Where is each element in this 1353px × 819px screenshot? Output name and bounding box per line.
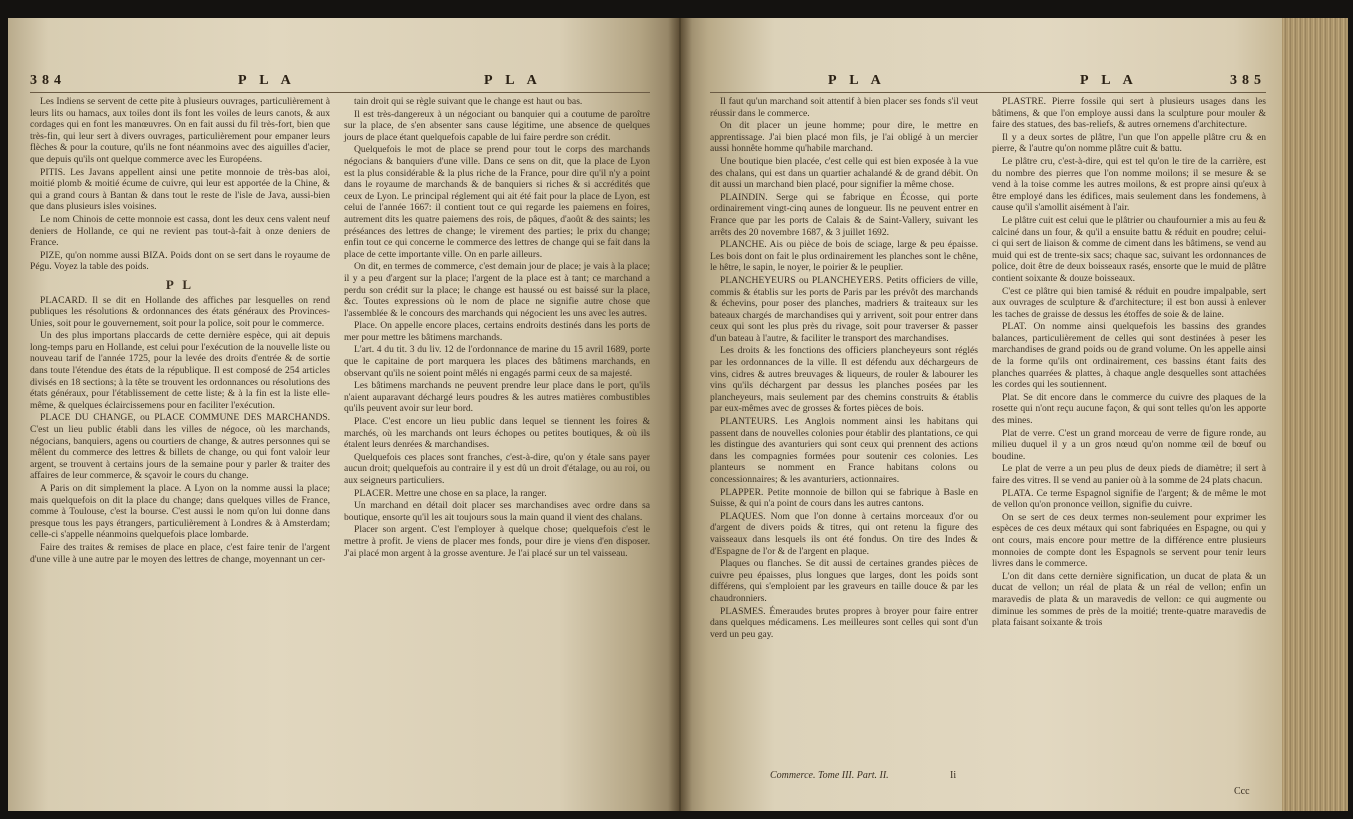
- paragraph: PLAQUES. Nom que l'on donne à certains morceaux d'or ou d'argent de divers poids & titres, qui ont retenu la figure des vaisseaux dans lesquels ils ont été fondus. On tire des Indes & d'Espagne de l'or & de l'argent en plaque.: [710, 510, 978, 557]
- right-header-title-2: P L A: [1080, 73, 1138, 88]
- paragraph: L'on dit dans cette dernière signification, un ducat de plata & un ducat de vellon; un réal de plata & un réal de vellon; enfin un maravedis de plata & un maravedis de vellon: ce qui augmente ou diminue les sommes de près de la moitié; trente-quatre maravedis de plata faisant soixante & trois: [992, 570, 1266, 629]
- paragraph: Place. C'est encore un lieu public dans lequel se tiennent les foires & marchés, où les marchands ont leurs échopes ou petites boutiques, & où ils étalent leurs denrées & marchandises.: [344, 416, 650, 451]
- paragraph: On se sert de ces deux termes non-seulement pour exprimer les espèces de ces deux métaux qui sont fabriquées en Espagne, ou qui y ont cours, mais encore pour mettre de la différence entre plusieurs monnoies de compte dont les Espagnols se servent pour tenir leurs livres dans le commerce.: [992, 511, 1266, 570]
- paragraph: PLASMES. Émeraudes brutes propres à broyer pour faire entrer dans quelques médicamens. Les meilleures sont celles qui sont d'un verd un peu gay.: [710, 605, 978, 640]
- paragraph: PLAPPER. Petite monnoie de billon qui se fabrique à Basle en Suisse, & qui n'a point de cours dans les autres cantons.: [710, 486, 978, 510]
- signature-footer: Commerce. Tome III. Part. II.: [770, 770, 889, 781]
- book-gutter: [668, 18, 692, 811]
- paragraph: Plat de verre. C'est un grand morceau de verre de figure ronde, au milieu duquel il y a un gros nœud qu'on nomme œil de bœuf ou boudine.: [992, 427, 1266, 462]
- right-column-2: [992, 96, 1266, 786]
- paragraph: PLANCHE. Ais ou pièce de bois de sciage, large & peu épaisse. Les bois dont on fait le plus ordinairement les planches sont le chêne, le hêtre, le sapin, le noyer, le poirier & le peuplier.: [710, 239, 978, 274]
- right-page-number: 385: [1230, 73, 1266, 88]
- right-header-title-1: P L A: [828, 73, 886, 88]
- paragraph: PLACER. Mettre une chose en sa place, la ranger.: [354, 487, 547, 499]
- left-column-1: [30, 96, 330, 776]
- paragraph: Une boutique bien placée, c'est celle qui est bien exposée à la vue des chalans, qui est dans un quartier achalandé & de grand débit. On dit aussi un marchand bien placé, pour signifier la même chose.: [710, 155, 978, 191]
- paragraph: Les Indiens se servent de cette pite à plusieurs ouvrages, particulièrement à leurs lits ou hamacs, aux toiles dont ils font les voiles de leurs canots, & aux cordages qui en font les manœuvres. On en fait aussi du fil très-fort, bien que très-fin, qui leur sert à divers ouvrages, particulièrement pour empaner leurs flèches & pour la couture, qu'ils ne font néanmoins avec des aiguilles d'acier, que depuis qu'ils ont quelque commerce avec les Européens.: [30, 96, 330, 165]
- paragraph: Il est très-dangereux à un négociant ou banquier qui a coutume de paroître sur la place, de s'en absenter sans cause légitime, une absence de quelques jours de place étant quelquefois capable de lui faire perdre son crédit.: [344, 108, 650, 143]
- catchword: Ccc: [1234, 786, 1250, 797]
- paragraph: Le plâtre cuit est celui que le plâtrier ou chaufournier a mis au feu & calciné dans un four, & qu'il a ensuite battu & réduit en poudre; celui-ci qui sert de liaison & comme de ciment dans les bâtimens, se vend au muid qui est de trente-six sacs; chaque sac, suivant les ordonnances de police, doit être de deux boisseaux rasés, ensorte que le muid de plâtre contient soixante & douze boisseaux.: [992, 214, 1266, 284]
- paragraph: Il y a deux sortes de plâtre, l'un que l'on appelle plâtre cru & en pierre, & l'autre qu'on nomme plâtre cuit & battu.: [992, 131, 1266, 155]
- paragraph: PLANCHEYEURS ou PLANCHEYERS. Petits officiers de ville, commis & établis sur les ports de Paris par les prévôt des marchands & échevins, pour poser des planches, madriers & traiteaux sur les bateaux chargés de marchandises qui y arrivent, soit pour entrer dans ceux qui sont les plus près du rivage, soit pour traverser & passer d'un bateau à l'autre, & faciliter le transport des marchandises.: [710, 274, 978, 344]
- paragraph: Placer son argent. C'est l'employer à quelque chose; quelquefois c'est le mettre à profit. Je viens de placer mes fonds, pour dire je viens d'en disposer. J'ai placé mon argent à la grosse aventure. Je l'ai placé sur un tel vaisseau.: [344, 524, 650, 559]
- paragraph: Quelquefois le mot de place se prend pour tout le corps des marchands négocians & banquiers d'une ville. Dans ce sens on dit, que la place de Lyon est la plus considérable & la plus riche de la France, pour dire qu'il n'y a point dans le royaume de marchands & de banquiers si riches & si accrédités que ceux de Lyon. Le principal réglement qui ait été fait pour la place de Lyon, est celui de l'année 1667: il contient tout ce qui regarde les paiemens en foires, autrement dits les quatre paiemens des rois, de pâques, d'août & des saints; les préséances des lettres de change; le virement des parties; le prix du change; enfin tout ce qui concerne le commerce des lettres de change qui se fait dans la place de cette importante ville. On en parle ailleurs.: [344, 144, 650, 260]
- left-page-number: 384: [30, 73, 66, 88]
- paragraph: Place. On appelle encore places, certains endroits destinés dans les ports de mer pour mettre les bâtimens marchands.: [344, 320, 650, 343]
- paragraph: PLAINDIN. Serge qui se fabrique en Écosse, qui porte ordinairement vingt-cinq aunes de longueur. Ils ne peuvent entrer en France que par les ports de Calais & de Saint-Vallery, suivant les arrêts des 20 novembre 1687, & 3 juillet 1692.: [710, 191, 978, 238]
- paragraph: Les droits & les fonctions des officiers plancheyeurs sont réglés par les ordonnances de la ville. Il est défendu aux déchargeurs de vins, cidres & autres breuvages & liqueurs, de rouler & labourer les vins qu'ils déchargent par dessus les planches posées par les plancheyeurs, mais seulement par des chemins construits & établis par eux-mêmes avec de grosses & fortes pièces de bois.: [710, 345, 978, 415]
- paragraph: PLASTRE. Pierre fossile qui sert à plusieurs usages dans les bâtimens, & que l'on employe aussi dans la sculpture pour mouler & faire des statues, des bas-reliefs, & autres ornemens d'architecture.: [992, 96, 1266, 131]
- paragraph: Un marchand en détail doit placer ses marchandises avec ordre dans sa boutique, ensorte qu'il les ait toujours sous la main quand il vient des chalans.: [344, 500, 650, 523]
- paragraph: PLACARD. Il se dit en Hollande des affiches par lesquelles on rend publiques les résolutions & ordonnances des états généraux des Provinces-Unies, soit pour le gouvernement, soit pour la police, soit pour le commerce.: [30, 294, 330, 329]
- left-header-title-1: P L A: [238, 73, 296, 88]
- paragraph: Plat. Se dit encore dans le commerce du cuivre des plaques de la rosette qui n'ont reçu aucune façon, & qui sont telles qu'on les apporte des mines.: [992, 391, 1266, 427]
- left-page: [8, 18, 680, 811]
- paragraph: PLATA. Ce terme Espagnol signifie de l'argent; & de même le mot de vellon qu'on prononce veillon, signifie du cuivre.: [992, 487, 1266, 511]
- left-column-2: [344, 96, 650, 776]
- paragraph: PLACE DU CHANGE, ou PLACE COMMUNE DES MARCHANDS. C'est un lieu public établi dans les villes de négoce, où les marchands, négocians, banquiers, agens ou courtiers de change, & autres personnes qui se mêlent du commerce des lettres & billets de change, ou qui font valoir leur argent, se trouvent à certains jours de la semaine pour y parler & traiter des affaires de leur commerce, & sçavoir le cours du change.: [30, 412, 330, 482]
- paragraph: On dit, en termes de commerce, c'est demain jour de place; je vais à la place; il y a peu d'argent sur la place; l'argent de la place est à tant; ce marchand a perdu son crédit sur la place; le change est haussé ou est baissé sur la place, &c. Toutes expressions où le nom de place ne signifie autre chose que l'assemblée & le concours des marchands qui négocient les uns avec les autres.: [344, 261, 650, 319]
- paragraph: Un des plus importans placcards de cette dernière espèce, qui ait depuis long-temps paru en Hollande, est celui pour l'exécution de la nouvelle liste ou nouveau tarif de l'année 1725, pour la levée des droits d'entrée & de sortie dans toute l'étendue des états de la république. Il est composé de 254 articles divisés en 18 sections; à la tête se trouvent les ordonnances ou résolutions des états généraux, pour l'établissement de cette liste; & à la fin est la liste elle-même, & quelques éclaircissemens pour en faciliter l'exécution.: [30, 330, 330, 411]
- paragraph: Plaques ou flanches. Se dit aussi de certaines grandes pièces de cuivre peu épaisses, plus longues que larges, dont les poids sont différens, qui s'emploient par les graveurs en taille douce & par les chaudronniers.: [710, 558, 978, 604]
- signature-mark: Ii: [950, 770, 957, 781]
- paragraph: PLAT. On nomme ainsi quelquefois les bassins des grandes balances, particulièrement de celles qui sont destinées à peser les marchandises de grand poids ou de grand volume. On les appelle ainsi de la forme qu'ils ont ordinairement, ces bassins étant faits des planches quarrées & plattes, à chaque angle desquelles sont attachées les cordes qui les soutiennent.: [992, 321, 1266, 391]
- right-header-rule: [710, 92, 1266, 93]
- paragraph: Le plâtre cru, c'est-à-dire, qui est tel qu'on le tire de la carrière, est du nombre des pierres que l'on nomme moilons; il se mesure & se vend à la toise comme les autres moilons, & est propre ainsi qu'eux à être employé dans les édifices, mais seulement dans les fondemens, à cause qu'il s'amollit aisément à l'air.: [992, 155, 1266, 214]
- paragraph: Le plat de verre a un peu plus de deux pieds de diamètre; il sert à faire des vitres. Il se vend au panier où à la somme de 24 plats chacun.: [992, 463, 1266, 486]
- left-header-rule: [30, 92, 650, 93]
- left-header-title-2: P L A: [484, 73, 542, 88]
- paragraph: tain droit qui se règle suivant que le change est haut ou bas.: [354, 96, 583, 107]
- page-edges: [1282, 18, 1348, 811]
- paragraph: C'est ce plâtre qui bien tamisé & réduit en poudre impalpable, sert aux ouvrages de sculpture & d'architecture; il est bon aussi à enlever les taches de graisse de dessus les étoffes de soie & de laine.: [992, 285, 1266, 320]
- paragraph: Quelquefois ces places sont franches, c'est-à-dire, qu'on y étale sans payer aucun droit; quelquefois au contraire il y est dû un droit d'étalage, ou au roi, ou aux seigneurs particuliers.: [344, 451, 650, 486]
- paragraph: Il faut qu'un marchand soit attentif à bien placer ses fonds s'il veut réussir dans le commerce.: [710, 96, 978, 119]
- right-page: [678, 18, 1282, 811]
- open-book: [8, 18, 1348, 811]
- paragraph: L'art. 4 du tit. 3 du liv. 12 de l'ordonnance de marine du 15 avril 1689, porte que le capitaine de port marquera les places des bâtimens marchands, en observant qu'ils ne soient point mêlés ni engagés parmi ceux de sa majesté.: [344, 344, 650, 379]
- paragraph: PLANTEURS. Les Anglois nomment ainsi les habitans qui passent dans de nouvelles colonies pour établir des plantations, ce qui les distingue des avanturiers qui sont ceux qui prennent des actions dans les compagnies formées pour soutenir ces colonies. Les planteurs se nomment en France habitans colons ou concessionnaires; & les avanturiers, actionnaires.: [710, 416, 978, 485]
- right-column-1: [710, 96, 978, 766]
- paragraph: P L: [165, 276, 195, 292]
- paragraph: On dit placer un jeune homme; pour dire, le mettre en apprentissage. J'ai bien placé mon fils, je l'ai obligé à un mercier aussi honnête homme qu'habile marchand.: [710, 120, 978, 155]
- paragraph: Les bâtimens marchands ne peuvent prendre leur place dans le port, qu'ils n'aient auparavant déchargé leurs poudres & les autres matières combustibles qu'ils peuvent avoir sur leur bord.: [344, 380, 650, 415]
- paragraph: PIZE, qu'on nomme aussi BIZA. Poids dont on se sert dans le royaume de Pégu. Voyez la table des poids.: [30, 249, 330, 273]
- paragraph: Faire des traites & remises de place en place, c'est faire tenir de l'argent d'une ville à une autre par le moyen des lettres de change, moyennant un cer-: [30, 541, 330, 565]
- paragraph: A Paris on dit simplement la place. A Lyon on la nomme aussi la place; mais quelquefois on dit la place du change; dans quelques villes de France, comme à Toulouse, c'est la bourse. C'est aussi le nom qu'on lui donne dans presque tous les pays étrangers, particulièrement à Londres & à Amsterdam; celle-ci s'appelle néanmoins quelquefois place lombarde.: [30, 483, 330, 541]
- paragraph: PITIS. Les Javans appellent ainsi une petite monnoie de très-bas aloi, moitié plomb & moitié écume de cuivre, qui leur est apportée de la Chine, & qui a grand cours à Bantan & dans tout le reste de l'isle de Java, aussi-bien que dans plusieurs isles voisines.: [30, 166, 330, 213]
- paragraph: Le nom Chinois de cette monnoie est cassa, dont les deux cens valent neuf deniers de Hollande, ce qui ne revient pas tout-à-fait à onze deniers de France.: [30, 213, 330, 249]
